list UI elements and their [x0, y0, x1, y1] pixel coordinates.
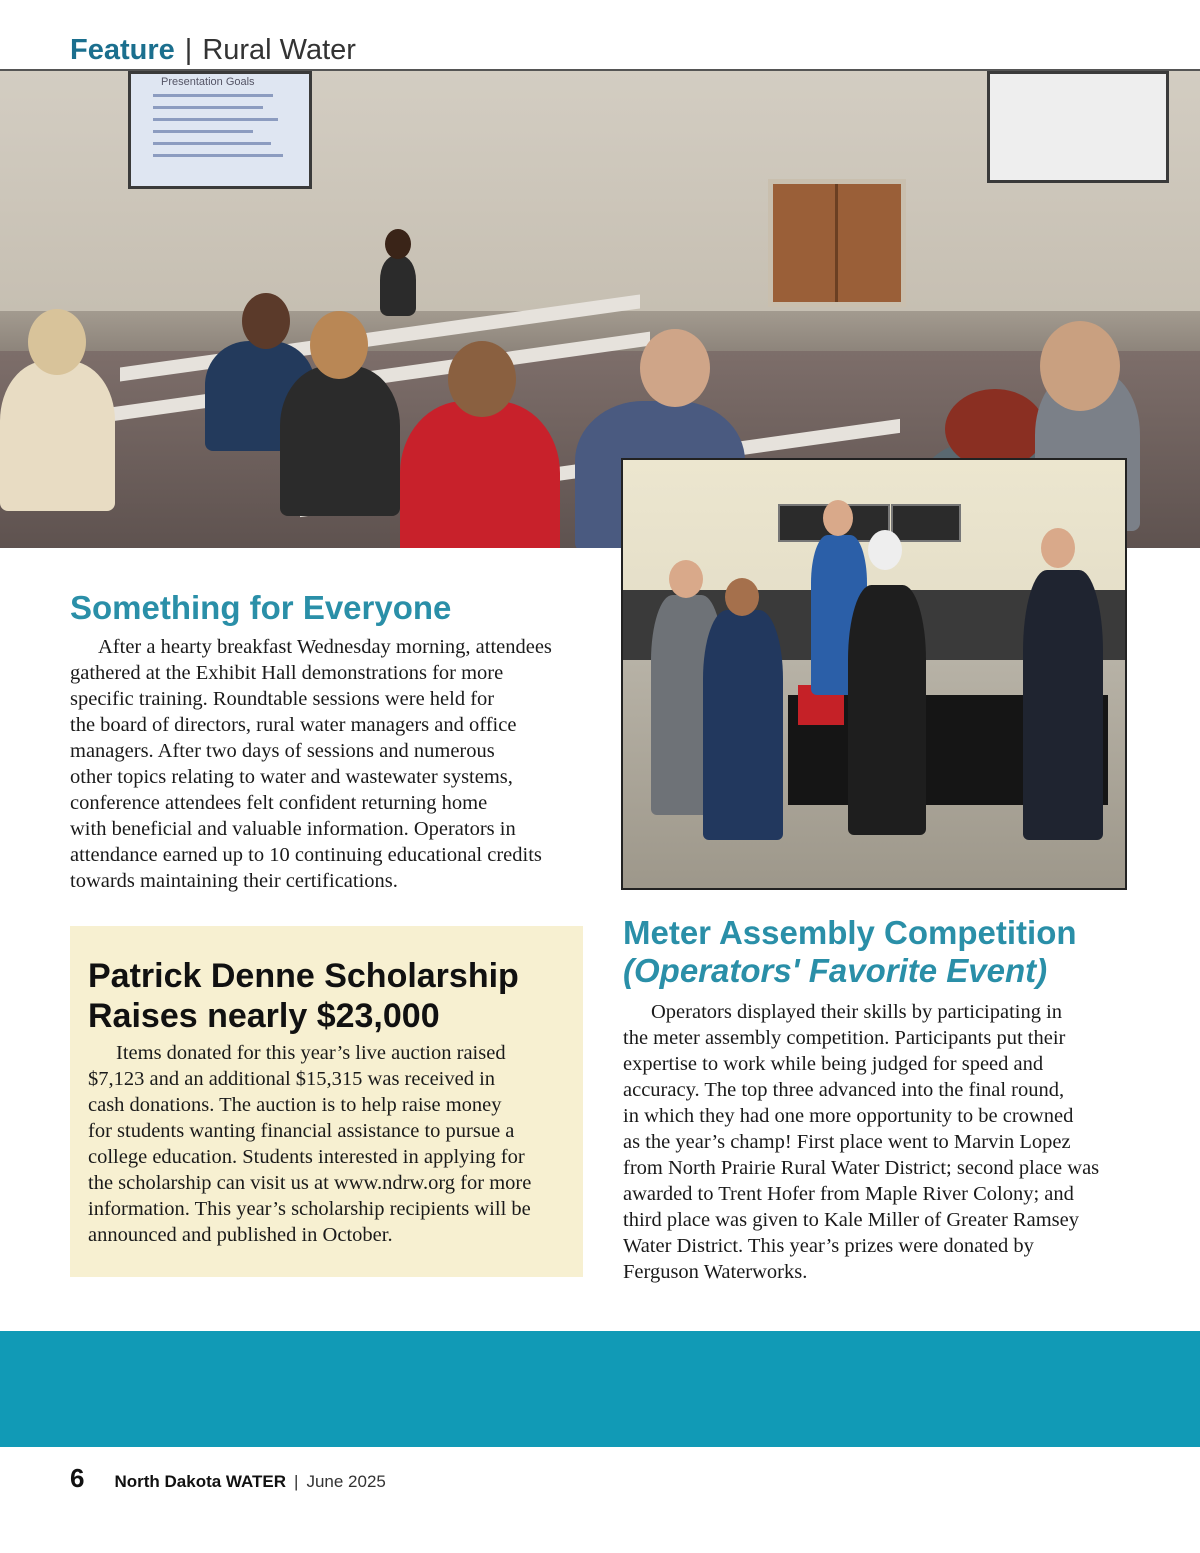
- text-line: After a hearty breakfast Wednesday morning, attendees: [98, 636, 552, 658]
- text-line: with beneficial and valuable information. Operators in: [70, 818, 516, 840]
- text-line: $7,123 and an additional $15,315 was received in: [88, 1068, 496, 1090]
- article-meter-assembly: [623, 913, 1143, 1285]
- text-line: from North Prairie Rural Water District; second place was: [623, 1157, 1100, 1179]
- text-line: accuracy. The top three advanced into the final round,: [623, 1079, 1065, 1101]
- article-something-for-everyone: [70, 588, 590, 894]
- text-line: the meter assembly competition. Participants put their: [623, 1027, 1066, 1049]
- operator: [848, 585, 926, 835]
- screen-line: [153, 154, 283, 157]
- operator: [1023, 570, 1103, 840]
- text-line: conference attendees felt confident returning home: [70, 792, 488, 814]
- text-line: Ferguson Waterworks.: [623, 1261, 808, 1283]
- attendee-head: [28, 309, 86, 375]
- text-line: specific training. Roundtable sessions were held for: [70, 688, 495, 710]
- text-line: in which they had one more opportunity to be crowned: [623, 1105, 1074, 1127]
- section-label: Feature: [70, 34, 175, 66]
- attendee-head: [640, 329, 710, 407]
- sidebar-body: [88, 1040, 565, 1248]
- projector-screen: [128, 71, 312, 189]
- operator-head: [669, 560, 703, 598]
- screen-line: [153, 94, 273, 97]
- article-body: [623, 999, 1143, 1285]
- sidebar-title-line: Raises nearly $23,000: [88, 997, 440, 1035]
- article-body: [70, 634, 590, 894]
- text-line: third place was given to Kale Miller of Greater Ramsey: [623, 1209, 1079, 1231]
- issue-date: June 2025: [306, 1472, 386, 1491]
- text-line: the scholarship can visit us at www.ndrw.org for more: [88, 1172, 532, 1194]
- page-header: [70, 30, 356, 70]
- screen-line: [153, 130, 253, 133]
- operator-head: [725, 578, 759, 616]
- text-line: announced and published in October.: [88, 1224, 393, 1246]
- competition-photo: [621, 458, 1127, 890]
- text-line: the board of directors, rural water managers and office: [70, 714, 517, 736]
- text-line: other topics relating to water and wastewater systems,: [70, 766, 513, 788]
- attendee: [280, 366, 400, 516]
- presenter: [380, 256, 416, 316]
- attendee-head: [448, 341, 516, 417]
- text-line: gathered at the Exhibit Hall demonstrations for more: [70, 662, 504, 684]
- attendee-head: [242, 293, 290, 349]
- screen-line: [153, 142, 271, 145]
- scholarship-sidebar: [70, 926, 583, 1277]
- sidebar-title-line: Patrick Denne Scholarship: [88, 957, 519, 995]
- operator-head: [823, 500, 853, 536]
- article-title: Something for Everyone: [70, 589, 452, 626]
- footer-separator: |: [294, 1472, 299, 1491]
- text-line: towards maintaining their certifications.: [70, 870, 398, 892]
- attendee: [0, 361, 115, 511]
- attendee-head: [1040, 321, 1120, 411]
- projector-screen-right: [987, 71, 1169, 183]
- text-line: awarded to Trent Hofer from Maple River Colony; and: [623, 1183, 1074, 1205]
- operator-head: [868, 530, 902, 570]
- text-line: for students wanting financial assistance to pursue a: [88, 1120, 515, 1142]
- topic-label: Rural Water: [202, 34, 356, 66]
- text-line: cash donations. The auction is to help raise money: [88, 1094, 502, 1116]
- attendee: [400, 401, 560, 548]
- operator-head: [1041, 528, 1075, 568]
- text-line: information. This year’s scholarship recipients will be: [88, 1198, 531, 1220]
- footer-band: [0, 1331, 1200, 1447]
- text-line: managers. After two days of sessions and numerous: [70, 740, 495, 762]
- text-line: attendance earned up to 10 continuing educational credits: [70, 844, 542, 866]
- screen-line: [153, 106, 263, 109]
- double-door: [768, 179, 906, 307]
- screen-text: Presentation Goals: [161, 76, 255, 88]
- operator: [703, 610, 783, 840]
- text-line: Water District. This year’s prizes were donated by: [623, 1235, 1034, 1257]
- display-screen: [891, 504, 961, 542]
- sidebar-title: [88, 956, 565, 1036]
- presenter-head: [385, 229, 411, 259]
- article-subtitle: (Operators' Favorite Event): [623, 952, 1048, 989]
- page-number: 6: [70, 1463, 85, 1493]
- attendee-head: [310, 311, 368, 379]
- screen-line: [153, 118, 278, 121]
- text-line: as the year’s champ! First place went to Marvin Lopez: [623, 1131, 1071, 1153]
- attendee-head: [945, 389, 1045, 469]
- article-title: Meter Assembly Competition: [623, 914, 1077, 951]
- text-line: college education. Students interested in applying for: [88, 1146, 525, 1168]
- page-footer: [70, 1460, 386, 1496]
- text-line: expertise to work while being judged for speed and: [623, 1053, 1044, 1075]
- header-separator: |: [184, 34, 193, 66]
- text-line: Items donated for this year’s live auction raised: [116, 1042, 506, 1064]
- text-line: Operators displayed their skills by participating in: [651, 1001, 1063, 1023]
- magazine-name: North Dakota WATER: [114, 1472, 287, 1491]
